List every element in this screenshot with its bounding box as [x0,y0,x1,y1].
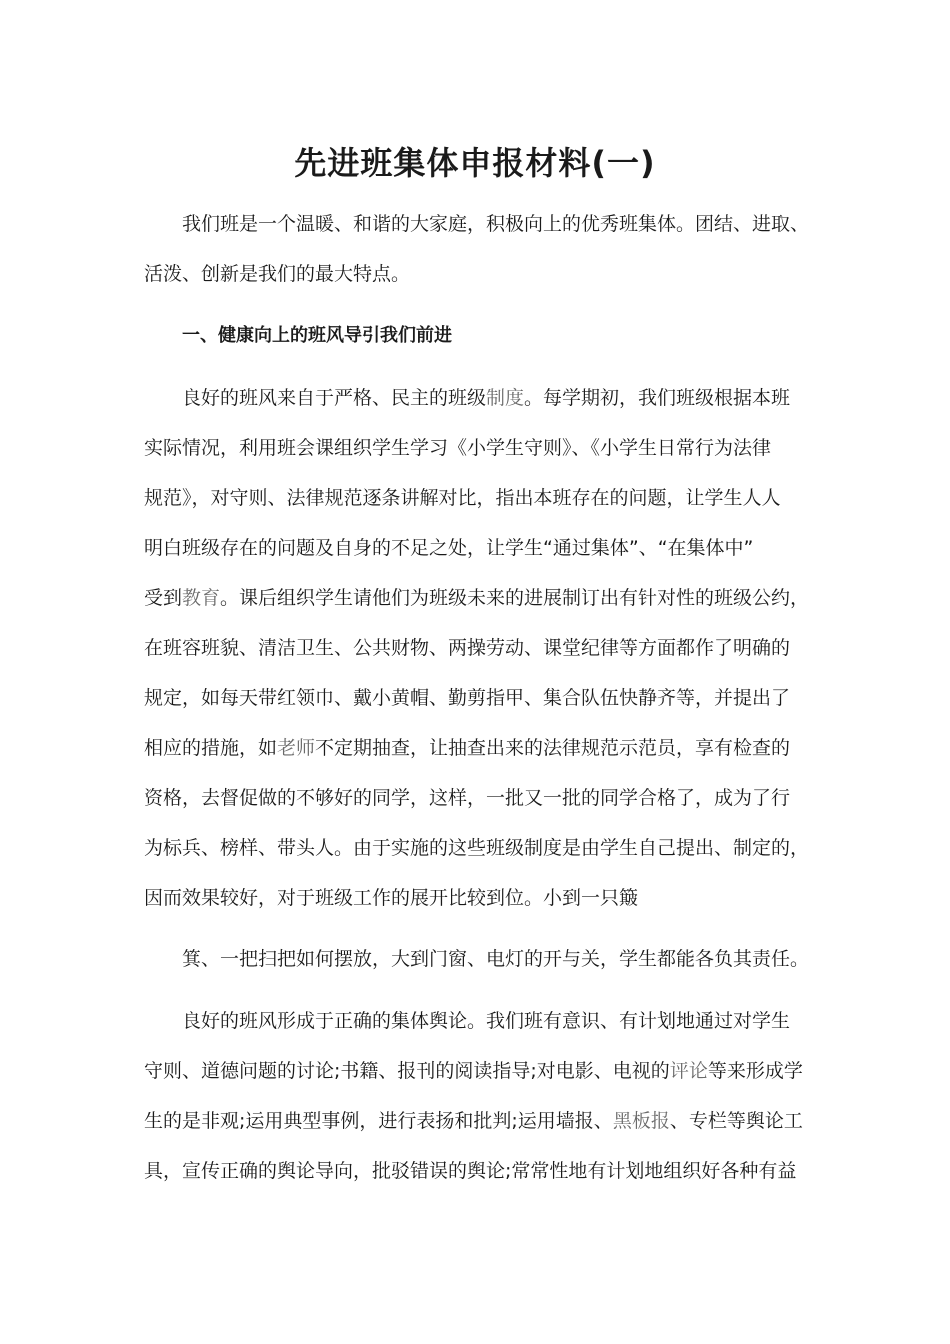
paragraph-line: 箕、一把扫把如何摆放，大到门窗、电灯的开与关，学生都能各负其责任。 [182,948,810,970]
text-span: 。课后组织学生请他们为班级未来的进展制订出有针对性的班级公约， [220,587,810,609]
paragraph-line: 规定，如每天带红领巾、戴小黄帽、勤剪指甲、集合队伍快静齐等，并提出了 [144,687,791,709]
text-span: 。每学期初，我们班级根据本班 [524,387,791,409]
document-title: 先进班集体申报材料(一) [294,144,656,182]
keyword-link: 教育 [182,587,221,609]
paragraph-line: 为标兵、榜样、带头人。由于实施的这些班级制度是由学生自己提出、制定的， [144,837,810,859]
section-heading: 一、健康向上的班风导引我们前进 [182,325,452,346]
paragraph-line [144,734,824,762]
text-span: 守则、道德问题的讨论;书籍、报刊的阅读指导;对电影、电视的 [144,1060,670,1082]
paragraph-line: 具，宣传正确的舆论导向，批驳错误的舆论;常常性地有计划地组织好各种有益 [144,1160,797,1182]
intro-line-2: 活泼、创新是我们的最大特点。 [144,263,411,285]
paragraph-line: 资格，去督促做的不够好的同学，这样，一批又一批的同学合格了，成为了行 [144,787,791,809]
paragraph-line: 良好的班风形成于正确的集体舆论。我们班有意识、有计划地通过对学生 [182,1010,791,1032]
keyword-link: 制度 [486,387,525,409]
intro-line-1: 我们班是一个温暖、和谐的大家庭，积极向上的优秀班集体。团结、进取、 [182,213,810,235]
text-span: 相应的措施，如 [144,737,278,759]
paragraph-line [182,384,862,412]
text-span: 良好的班风来自于严格、民主的班级 [182,387,487,409]
keyword-link: 黑板报 [612,1110,670,1132]
paragraph-line: 明白班级存在的问题及自身的不足之处，让学生“通过集体”、“在集体中” [144,537,754,559]
paragraph-line: 在班容班貌、清洁卫生、公共财物、两操劳动、课堂纪律等方面都作了明确的 [144,637,791,659]
text-span: 、专栏等舆论工 [669,1110,803,1132]
keyword-link: 评论 [669,1060,708,1082]
paragraph-line: 实际情况，利用班会课组织学生学习《小学生守则》、《小学生日常行为法律 [144,437,772,459]
paragraph-line [144,1107,824,1135]
keyword-link: 老师 [277,737,316,759]
text-span: 等来形成学 [707,1060,803,1082]
text-span: 生的是非观;运用典型事例，进行表扬和批判;运用墙报、 [144,1110,613,1132]
paragraph-line: 因而效果较好，对于班级工作的展开比较到位。小到一只簸 [144,887,639,909]
text-span: 受到 [144,587,183,609]
paragraph-line: 规范》，对守则、法律规范逐条讲解对比，指出本班存在的问题，让学生人人 [144,487,781,509]
text-span: 不定期抽查，让抽查出来的法律规范示范员，享有检查的 [315,737,791,759]
paragraph-line [144,1057,824,1085]
paragraph-line [144,584,824,612]
